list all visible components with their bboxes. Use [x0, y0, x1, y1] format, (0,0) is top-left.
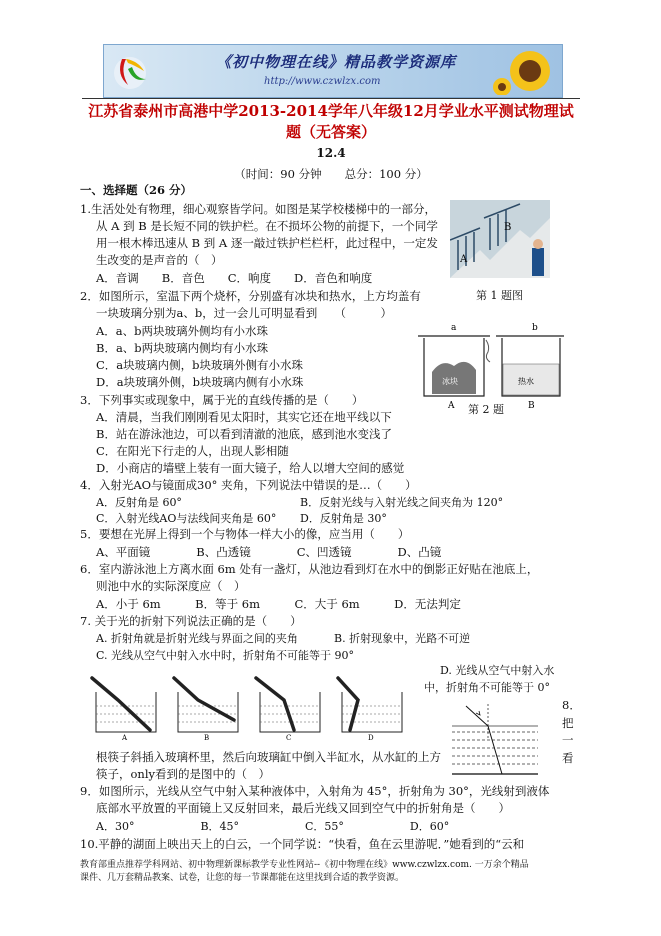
q8-line2: 筷子，only看到的是图中的（ ）	[96, 767, 271, 781]
q5-line1: 5．要想在光屏上得到一个与物体一样大小的像，应当用（ ）	[80, 527, 410, 541]
header-rule	[82, 98, 580, 99]
doc-title-line1: 江苏省泰州市高港中学2013-2014学年八年级12月学业水平测试物理试	[88, 102, 574, 120]
q2-fig-label-a: A	[448, 401, 455, 410]
doc-title-line2: 题（无答案）	[285, 123, 376, 141]
q8-right-text-1: 把	[562, 716, 574, 730]
q2-fig-label-ice: 冰块	[442, 377, 458, 386]
q7-option-a: A. 折射角就是折射光线与界面之间的夹角	[96, 632, 298, 645]
q3-option-a: A．清晨，当我们刚刚看见太阳时，其实它还在地平线以下	[96, 410, 392, 424]
q7-option-d-line1: D. 光线从空气中射入水	[440, 664, 555, 677]
q1-line3: 用一根木棒迅速从 B 到 A 逐一敲过铁护栏栏杆，此过程中，一定发	[96, 236, 438, 250]
q2-figure-beakers	[414, 318, 564, 410]
q8-line1: 根筷子斜插入玻璃杯里，然后向玻璃缸中倒入半缸水，从水缸的上方	[96, 750, 441, 764]
q2-option-d: D．a块玻璃外侧，b块玻璃内侧有小水珠	[96, 375, 304, 389]
header-banner	[103, 44, 563, 98]
q1-fig-label-a: A	[460, 254, 468, 265]
q8-right-text-3: 看	[562, 751, 574, 765]
q7-option-b: B. 折射现象中，光路不可逆	[334, 632, 471, 645]
q4-line1: 4．入射光AO与镜面成30° 夹角，下列说法中错误的是…（ ）	[80, 478, 417, 492]
q7-line1: 7. 关于光的折射下列说法正确的是（ ）	[80, 614, 302, 628]
q2-option-b: B．a、b两块玻璃内侧均有小水珠	[96, 341, 269, 355]
q5-options: A、平面镜 B、凸透镜 C、凹透镜 D、凸镜	[96, 545, 442, 559]
q2-option-a: A．a、b两块玻璃外侧均有小水珠	[96, 324, 269, 338]
q1-figure-staircase	[450, 200, 550, 278]
sunflower-icon	[488, 47, 558, 95]
q6-line2: 则池中水的实际深度应（ ）	[96, 579, 246, 593]
q6-line1: 6．室内游泳池上方离水面 6m 处有一盏灯，从池边看到灯在水中的倒影正好贴在池底上，	[80, 562, 539, 576]
q9-figure-refraction	[448, 700, 540, 780]
q2-line2: 一块玻璃分别为a、b，过一会儿可明显看到 （ ）	[96, 306, 392, 320]
q6-options: A．小于 6m B．等于 6m C．大于 6m D．无法判定	[96, 597, 461, 611]
q8-figure-chopsticks	[88, 672, 418, 742]
q9-line1: 9．如图所示，光线从空气中射入某种液体中，入射角为 45°，折射角为 30°，光线射到液体	[80, 784, 550, 798]
q3-option-d: D．小商店的墙壁上装有一面大镜子，给人以增大空间的感觉	[96, 461, 405, 475]
q7-option-c: C. 光线从空气中射入水中时，折射角不可能等于 90°	[96, 649, 355, 662]
q4-option-b: B．反射光线与入射光线之间夹角为 120°	[300, 496, 504, 509]
q8-label-b: B	[204, 734, 210, 742]
q2-line1: 2．如图所示，室温下两个烧杯，分别盛有冰块和热水，上方均盖有	[80, 289, 421, 303]
q4-option-a: A．反射角是 60°	[96, 496, 182, 509]
q1-fig-label-b: B	[504, 222, 512, 233]
q2-fig-label-water: 热水	[518, 377, 534, 386]
q1-figure-caption: 第 1 题图	[476, 289, 523, 302]
q4-option-d: D．反射角是 30°	[300, 512, 387, 525]
q9-line2: 底部水平放置的平面镜上又反射回来，最后光线又回到空气中的折射角是（ ）	[96, 801, 510, 815]
banner-url[interactable]: http://www.czwlzx.com	[264, 76, 381, 87]
q2-figure-caption: 第 2 题	[468, 403, 504, 416]
q2-fig-label-glass-a: a	[451, 323, 457, 333]
exam-date: 12.4	[316, 146, 346, 160]
q2-option-c: C．a块玻璃内侧，b块玻璃外侧有小水珠	[96, 358, 304, 372]
q1-line4: 生改变的是声音的（ ）	[96, 253, 223, 267]
section-heading: 一、选择题（26 分）	[80, 183, 193, 197]
q1-line2: 从 A 到 B 是长短不同的铁护栏。在不损坏公物的前提下，一个同学	[96, 219, 438, 233]
q1-line1: 1.生活处处有物理，细心观察皆学问。如图是某学校楼梯中的一部分，	[80, 202, 436, 216]
q2-fig-label-b: B	[528, 401, 535, 410]
q8-label-c: C	[286, 734, 292, 742]
q3-option-b: B．站在游泳池边，可以看到清澈的池底，感到池水变浅了	[96, 427, 392, 441]
q10-line1: 10.平静的湖面上映出天上的白云，一个同学说：“快看，鱼在云里游呢．”她看到的“云和	[80, 837, 525, 851]
q1-options: A．音调 B．音色 C．响度 D．音色和响度	[96, 271, 373, 285]
q3-line1: 3．下列事实或现象中，属于光的直线传播的是（ ）	[80, 393, 364, 407]
time-and-score: （时间：90 分钟 总分：100 分）	[234, 167, 428, 181]
footer-line2: 课件、几万套精品教案、试卷，让您的每一节课都能在这里找到合适的教学资源。	[80, 873, 405, 883]
q8-number: 8．	[562, 698, 581, 712]
banner-title: 《初中物理在线》精品教学资源库	[216, 53, 457, 71]
footer-line1: 教育部重点推荐学科网站、初中物理新课标教学专业性网站--《初中物理在线》www.czwlzx.com. 一万余个精品	[80, 860, 529, 870]
q2-fig-label-glass-b: b	[532, 323, 538, 333]
q8-label-d: D	[368, 734, 374, 742]
q8-label-a: A	[122, 734, 128, 742]
q8-right-text-2: 一	[562, 733, 574, 747]
logo-icon	[110, 49, 150, 93]
q7-option-d-line2: 中，折射角不可能等于 0°	[424, 681, 550, 694]
q3-option-c: C．在阳光下行走的人，出现人影相随	[96, 444, 289, 458]
q9-options: A．30° B．45° C．55° D．60°	[96, 820, 450, 833]
q4-option-c: C．入射光线AO与法线间夹角是 60°	[96, 512, 277, 525]
